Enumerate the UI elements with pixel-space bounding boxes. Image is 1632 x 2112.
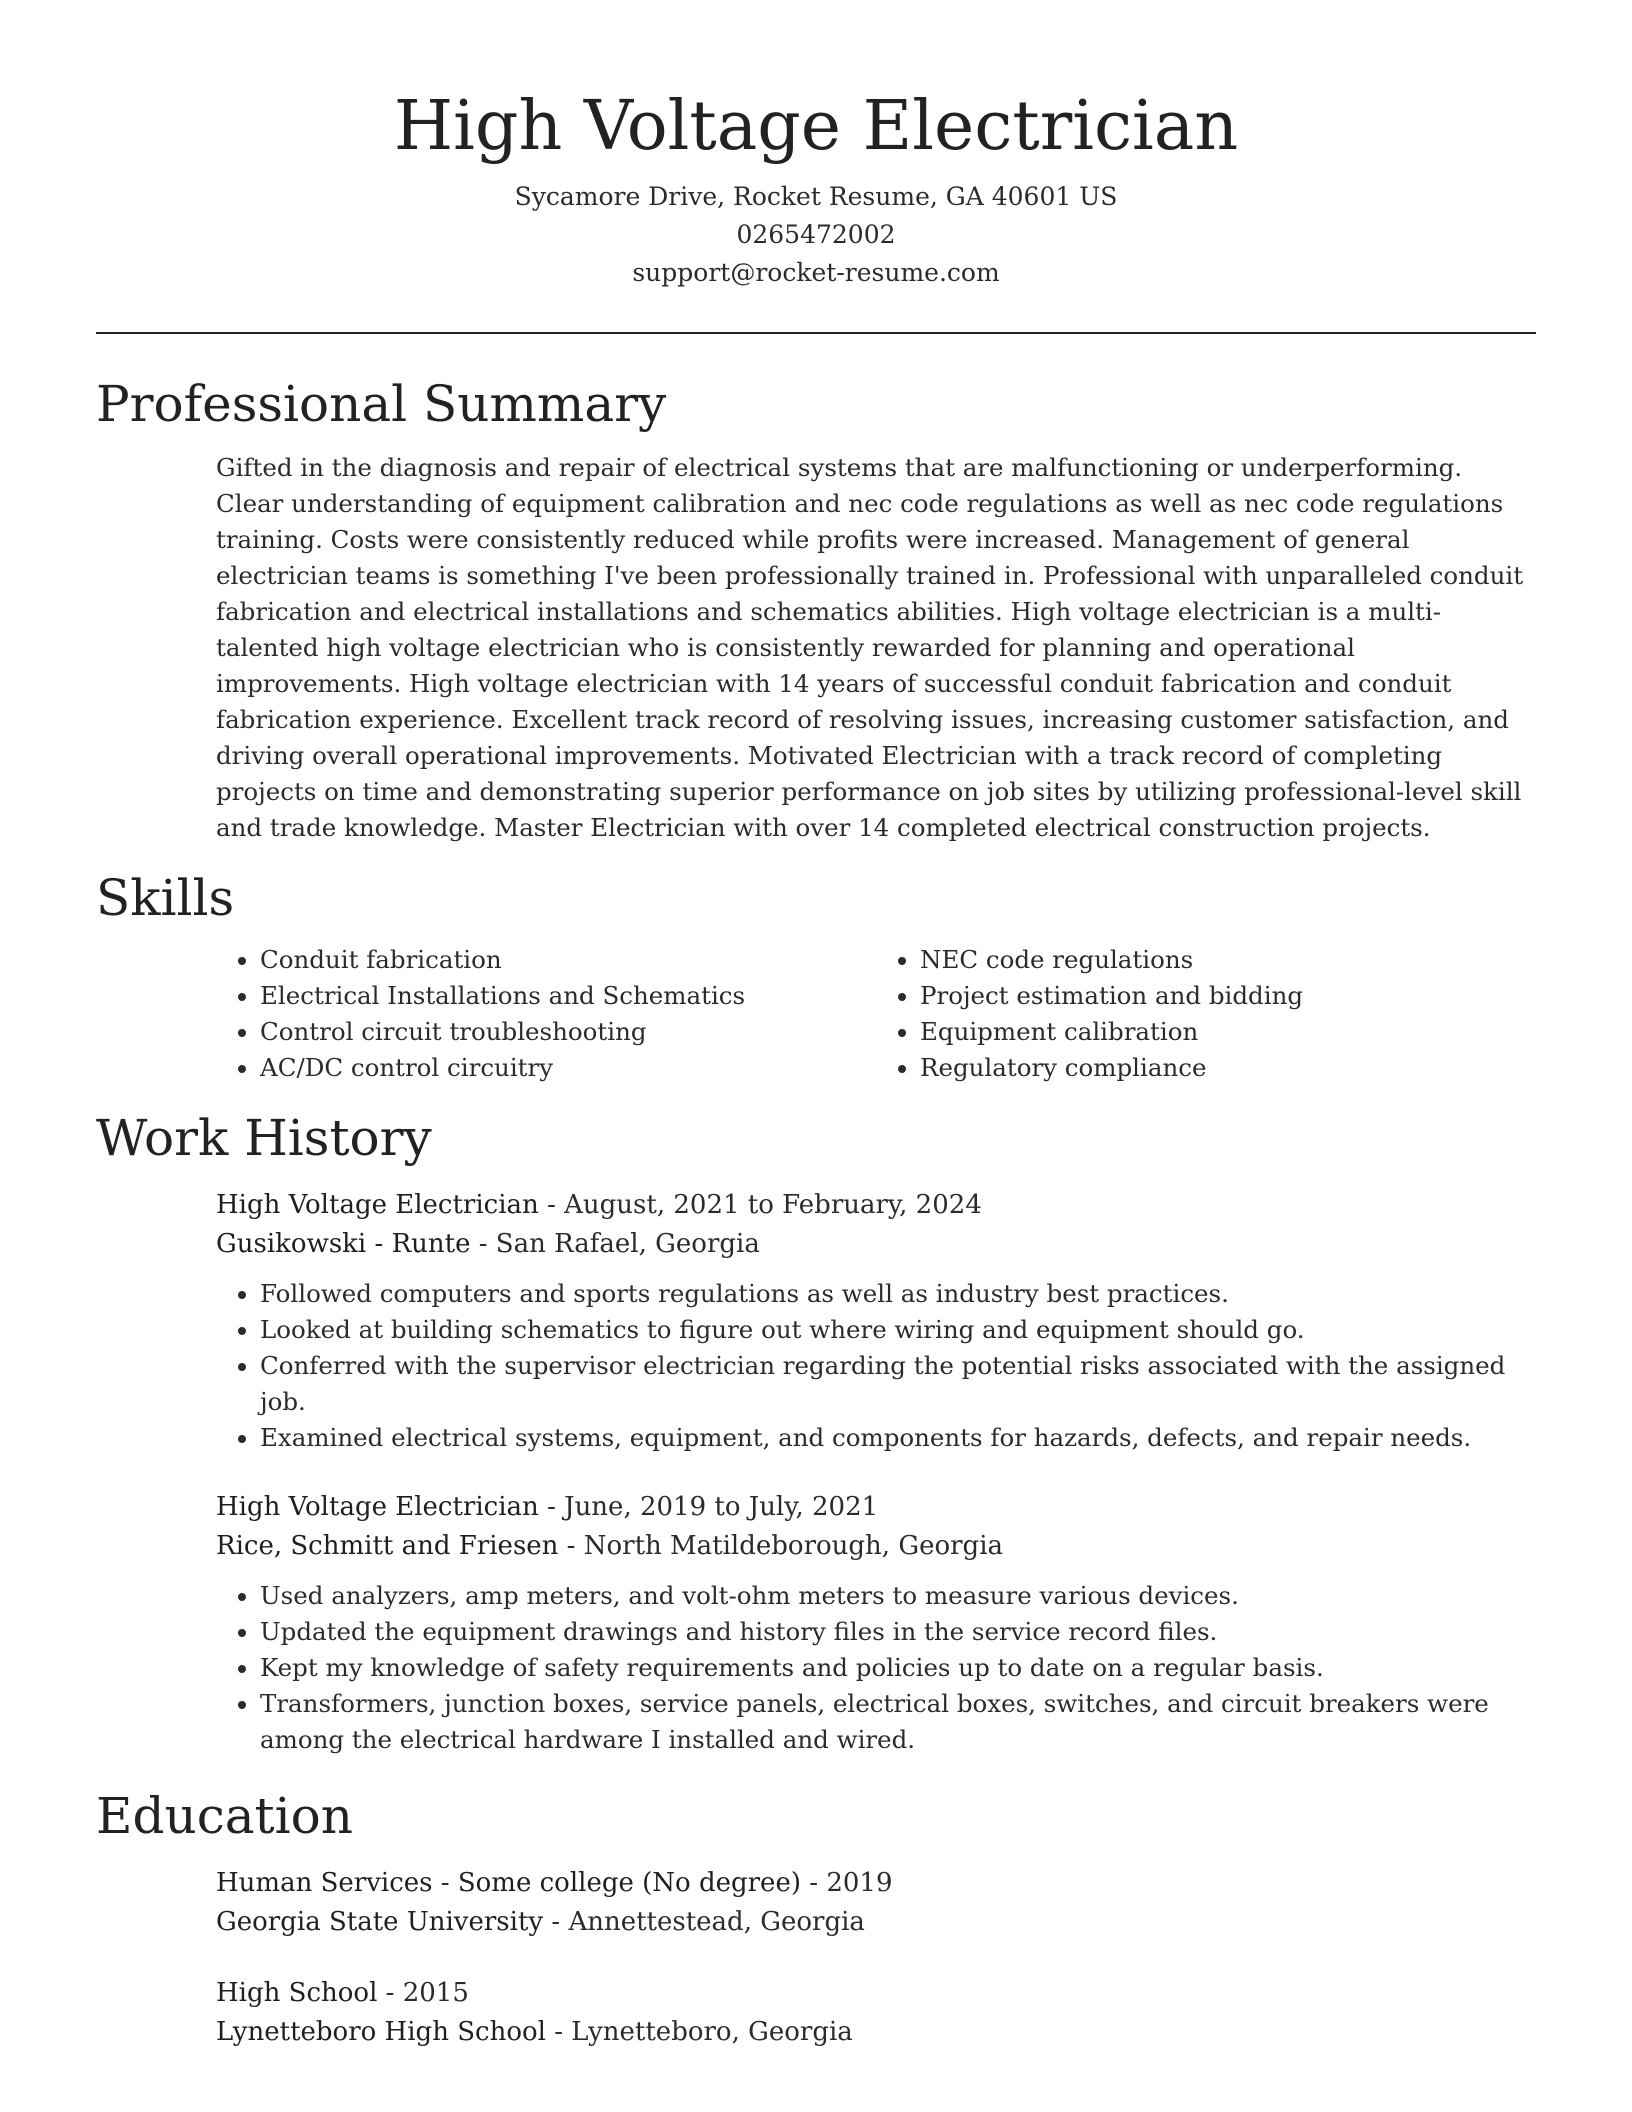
education-location: Lynetteboro, Georgia [571,2017,853,2047]
skill-item: • Conduit fabrication [260,942,876,978]
separator: - [800,1868,827,1898]
skill-item: • Project estimation and bidding [920,978,1536,1014]
job-entry [216,1488,1536,1758]
job-dates: June, 2019 to July, 2021 [564,1492,879,1522]
separator: - [377,1978,403,2008]
summary-title: Professional Summary [96,375,667,433]
education-program-line [216,1974,1536,2013]
job-dates: August, 2021 to February, 2024 [564,1190,982,1220]
skill-item: • Regulatory compliance [920,1050,1536,1086]
header-divider [96,332,1536,334]
skills-section [96,866,1536,1086]
separator: - [543,1907,569,1937]
education-program-line [216,1864,1536,1903]
skills-list-left [216,942,876,1086]
work-history-title: Work History [96,1109,432,1167]
job-company: Gusikowski - Runte [216,1229,471,1259]
education-location: Annettestead, Georgia [568,1907,865,1937]
education-degree: Some college (No degree) [457,1868,801,1898]
education-school-line [216,2013,1536,2052]
job-company: Rice, Schmitt and Friesen [216,1531,559,1561]
education-program: High School [216,1978,378,2008]
skill-item: • Electrical Installations and Schematics [260,978,876,1014]
education-title: Education [96,1787,353,1845]
education-year: 2019 [826,1868,893,1898]
education-program: Human Services [216,1868,433,1898]
skill-item: • Control circuit troubleshooting [260,1014,876,1050]
job-company-line [216,1527,1536,1566]
job-duty: • Examined electrical systems, equipment, and components for hazards, defects, and repair needs. [260,1420,1536,1456]
job-duty: • Kept my knowledge of safety requirements and policies up to date on a regular basis. [260,1650,1536,1686]
skill-item: • Equipment calibration [920,1014,1536,1050]
work-history-section [96,1106,1536,1758]
contact-phone: 0265472002 [736,220,896,249]
separator: - [432,1868,458,1898]
education-school-line [216,1903,1536,1942]
separator: - [538,1492,565,1522]
job-duty: • Conferred with the supervisor electrician regarding the potential risks associated with the assigned job. [260,1348,1536,1420]
separator: - [470,1229,496,1259]
contact-address: Sycamore Drive, Rocket Resume, GA 40601 US [514,182,1118,211]
skill-item: • AC/DC control circuitry [260,1050,876,1086]
skills-list-right [876,942,1536,1086]
job-company-line [216,1225,1536,1264]
resume-header [96,0,1536,292]
job-location: North Matildeborough, Georgia [583,1531,1004,1561]
separator: - [545,2017,572,2047]
skill-item: • NEC code regulations [920,942,1536,978]
job-position: High Voltage Electrician [216,1190,539,1220]
skills-title: Skills [96,869,235,927]
job-duty: • Transformers, junction boxes, service panels, electrical boxes, switches, and circuit breakers were among the electrical hardware I installed and wired. [260,1686,1536,1758]
summary-section [96,372,1536,846]
job-position: High Voltage Electrician [216,1492,539,1522]
education-year: 2015 [402,1978,469,2008]
job-title-line [216,1186,1536,1225]
education-entry [216,1974,1536,2052]
separator: - [538,1190,565,1220]
summary-text: Gifted in the diagnosis and repair of electrical systems that are malfunctioning or underperforming. Clear understanding of equipment calibration and nec code regulations as well as nec code regulations training. Costs were consistently reduced while profits were increased. Management of general electrician teams is something I've been professionally trained in. Professional with unparalleled conduit fabrication and electrical installations and schematics abilities. High voltage electrician is a multi-talented high voltage electrician who is consistently rewarded for planning and operational improvements. High voltage electrician with 14 years of successful conduit fabrication and conduit fabrication experience. Excellent track record of resolving issues, increasing customer satisfaction, and driving overall operational improvements. Motivated Electrician with a track record of completing projects on time and demonstrating superior performance on job sites by utilizing professional-level skill and trade knowledge. Master Electrician with over 14 completed electrical construction projects. [216,453,1524,842]
skills-grid [216,942,1536,1086]
job-duties [216,1578,1536,1758]
contact-email: support@rocket-resume.com [632,258,1000,287]
job-duty: • Looked at building schematics to figure out where wiring and equipment should go. [260,1312,1536,1348]
job-duties [216,1276,1536,1456]
job-title-line [216,1488,1536,1527]
job-duty: • Used analyzers, amp meters, and volt-ohm meters to measure various devices. [260,1578,1536,1614]
job-location: San Rafael, Georgia [495,1229,760,1259]
separator: - [558,1531,584,1561]
job-entry [216,1186,1536,1456]
education-section [96,1784,1536,2052]
education-school: Lynetteboro High School [216,2017,546,2047]
job-duty: • Updated the equipment drawings and history files in the service record files. [260,1614,1536,1650]
resume-page [96,0,1536,2052]
contact-block [96,178,1536,292]
education-entry [216,1864,1536,1942]
education-school: Georgia State University [216,1907,544,1937]
candidate-name: High Voltage Electrician [393,87,1239,166]
job-duty: • Followed computers and sports regulations as well as industry best practices. [260,1276,1536,1312]
